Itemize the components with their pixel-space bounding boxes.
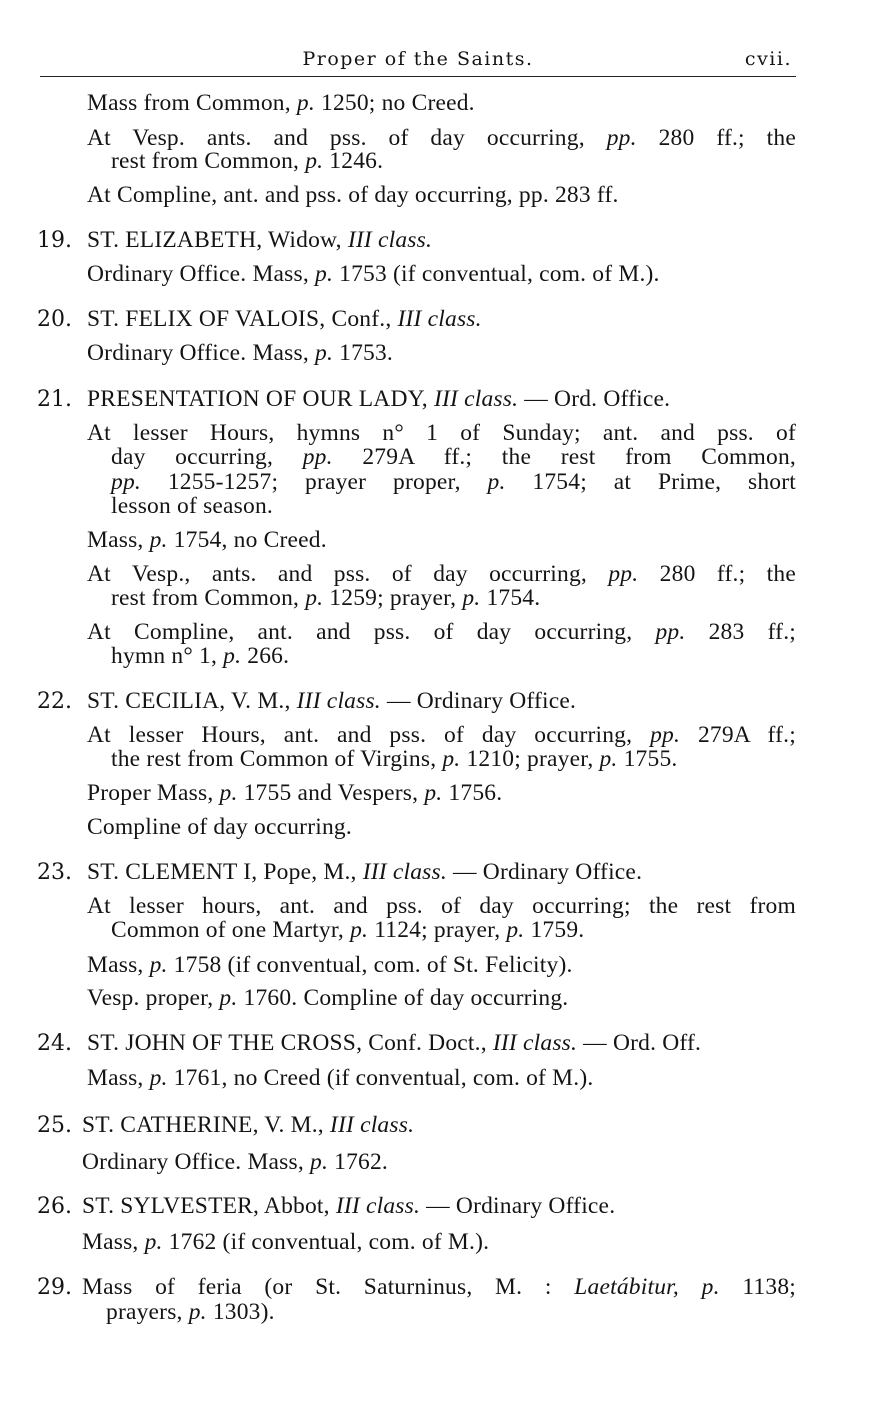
entry-number: 25. [37, 1113, 72, 1138]
entry-body-line: Mass of feria (or St. Saturninus, M. : Laetábitur, p. 1138; [82, 1274, 797, 1300]
entry-body-line: Mass, p. 1761, no Creed (if conventual, com. of M.). [87, 1065, 594, 1091]
entry-body-line: hymn n° 1, p. 266. [111, 643, 290, 669]
entry-title-elizabeth: ST. ELIZABETH, Widow, III class. [87, 227, 433, 253]
entry-body-line: the rest from Common of Virgins, p. 1210; prayer, p. 1755. [111, 746, 678, 772]
entry-body-line: Ordinary Office. Mass, p. 1762. [82, 1149, 388, 1175]
intro-vespers-line-2: rest from Common, p. 1246. [111, 148, 384, 174]
entry-number: 20. [37, 307, 72, 332]
entry-body-line: At Compline, ant. and pss. of day occurring, pp. 283 ff.; [87, 619, 796, 645]
incipit: Laetábitur, [574, 1274, 679, 1300]
entry-number: 26. [37, 1194, 72, 1219]
running-header [40, 46, 796, 77]
entry-number: 23. [37, 860, 72, 885]
entry-body-line: At lesser Hours, ant. and pss. of day occurring, pp. 279A ff.; [87, 722, 796, 748]
entry-number: 22. [37, 689, 72, 714]
entry-body-line: prayers, p. 1303). [106, 1299, 275, 1325]
entry-body-line: At Vesp., ants. and pss. of day occurring, pp. 280 ff.; the [87, 561, 796, 587]
entry-body-line: Compline of day occurring. [87, 814, 352, 840]
entry-title-catherine: ST. CATHERINE, V. M., III class. [82, 1112, 415, 1138]
entry-body-line: At lesser Hours, hymns n° 1 of Sunday; ant. and pss. of [87, 420, 796, 446]
entry-title-clement: ST. CLEMENT I, Pope, M., III class. — Ordinary Office. [87, 859, 643, 885]
entry-number: 24. [37, 1031, 72, 1056]
entry-title-john-of-the-cross: ST. JOHN OF THE CROSS, Conf. Doct., III class. — Ord. Off. [87, 1030, 702, 1056]
intro-mass-line: Mass from Common, p. 1250; no Creed. [87, 90, 475, 116]
intro-compline-line: At Compline, ant. and pss. of day occurring, pp. 283 ff. [87, 182, 619, 208]
entry-title-felix: ST. FELIX OF VALOIS, Conf., III class. [87, 306, 482, 332]
entry-body-line: At lesser hours, ant. and pss. of day occurring; the rest from [87, 893, 796, 919]
entry-title-presentation: PRESENTATION OF OUR LADY, III class. — Ord. Office. [87, 386, 671, 412]
entry-body-line: day occurring, pp. 279A ff.; the rest from Common, [111, 444, 796, 470]
entry-number: 19. [37, 228, 72, 253]
entry-body-line: Ordinary Office. Mass, p. 1753. [87, 340, 393, 366]
entry-body-line: pp. 1255-1257; prayer proper, p. 1754; at Prime, short [111, 469, 796, 495]
entry-body-line: Ordinary Office. Mass, p. 1753 (if conventual, com. of M.). [87, 261, 660, 287]
entry-body-line: Mass, p. 1754, no Creed. [87, 527, 327, 553]
entry-number: 29. [37, 1275, 72, 1300]
entry-body-line: Common of one Martyr, p. 1124; prayer, p. 1759. [111, 917, 585, 943]
entry-body-line: rest from Common, p. 1259; prayer, p. 1754. [111, 585, 541, 611]
entry-number: 21. [37, 387, 72, 412]
entry-body-line: Mass, p. 1758 (if conventual, com. of St. Felicity). [87, 952, 573, 978]
intro-vespers-line: At Vesp. ants. and pss. of day occurring, pp. 280 ff.; the [87, 125, 796, 151]
entry-body-line: Mass, p. 1762 (if conventual, com. of M.). [82, 1229, 490, 1255]
entry-title-cecilia: ST. CECILIA, V. M., III class. — Ordinary Office. [87, 688, 577, 714]
entry-title-sylvester: ST. SYLVESTER, Abbot, III class. — Ordinary Office. [82, 1193, 616, 1219]
entry-body-line: lesson of season. [111, 493, 274, 519]
entry-body-line: Vesp. proper, p. 1760. Compline of day occurring. [87, 985, 569, 1011]
page-number: cvii. [744, 48, 792, 70]
entry-body-line: Proper Mass, p. 1755 and Vespers, p. 1756. [87, 780, 503, 806]
running-title: Proper of the Saints. [302, 48, 534, 70]
